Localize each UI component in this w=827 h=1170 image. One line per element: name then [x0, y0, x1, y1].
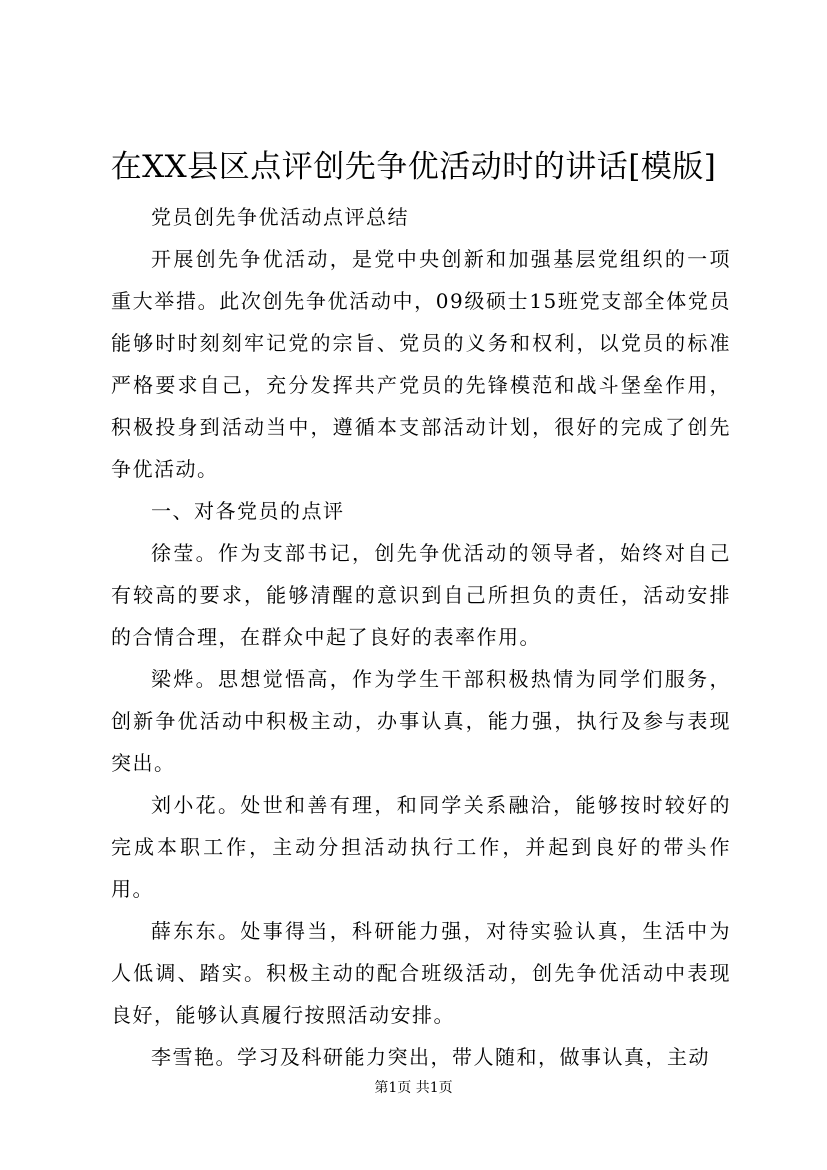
- section-heading: 一、对各党员的点评: [151, 499, 345, 523]
- section-heading: 党员创先争优活动点评总结: [151, 205, 409, 229]
- member-review-paragraph: 薛东东。处事得当，科研能力强，对待实验认真，生活中为人低调、踏实。积极主动的配合班级活动，创先争优活动中表现良好，能够认真履行按照活动安排。: [111, 919, 731, 1027]
- member-review-paragraph: 刘小花。处世和善有理，和同学关系融洽，能够按时较好的完成本职工作，主动分担活动执行工作，并起到良好的带头作用。: [111, 793, 731, 901]
- intro-paragraph: 开展创先争优活动，是党中央创新和加强基层党组织的一项重大举措。此次创先争优活动中，09级硕士15班党支部全体党员能够时时刻刻牢记党的宗旨、党员的义务和权利，以党员的标准严格要求自己，充分发挥共产党员的先锋模范和战斗堡垒作用，积极投身到活动当中，遵循本支部活动计划，很好的完成了创先争优活动。: [111, 247, 731, 481]
- member-review-paragraph: 梁烨。思想觉悟高，作为学生干部积极热情为同学们服务，创新争优活动中积极主动，办事认真，能力强，执行及参与表现突出。: [111, 667, 731, 775]
- document-body: [111, 196, 731, 1078]
- member-review-paragraph: 李雪艳。学习及科研能力突出，带人随和，做事认真，主动: [151, 1045, 710, 1069]
- member-review-paragraph: 徐莹。作为支部书记，创先争优活动的领导者，始终对自己有较高的要求，能够清醒的意识到自己所担负的责任，活动安排的合情合理，在群众中起了良好的表率作用。: [111, 541, 731, 649]
- document-title: 在XX县区点评创先争优活动时的讲话[模版]: [110, 149, 717, 185]
- page-number-footer: 第1页 共1页: [374, 1080, 453, 1096]
